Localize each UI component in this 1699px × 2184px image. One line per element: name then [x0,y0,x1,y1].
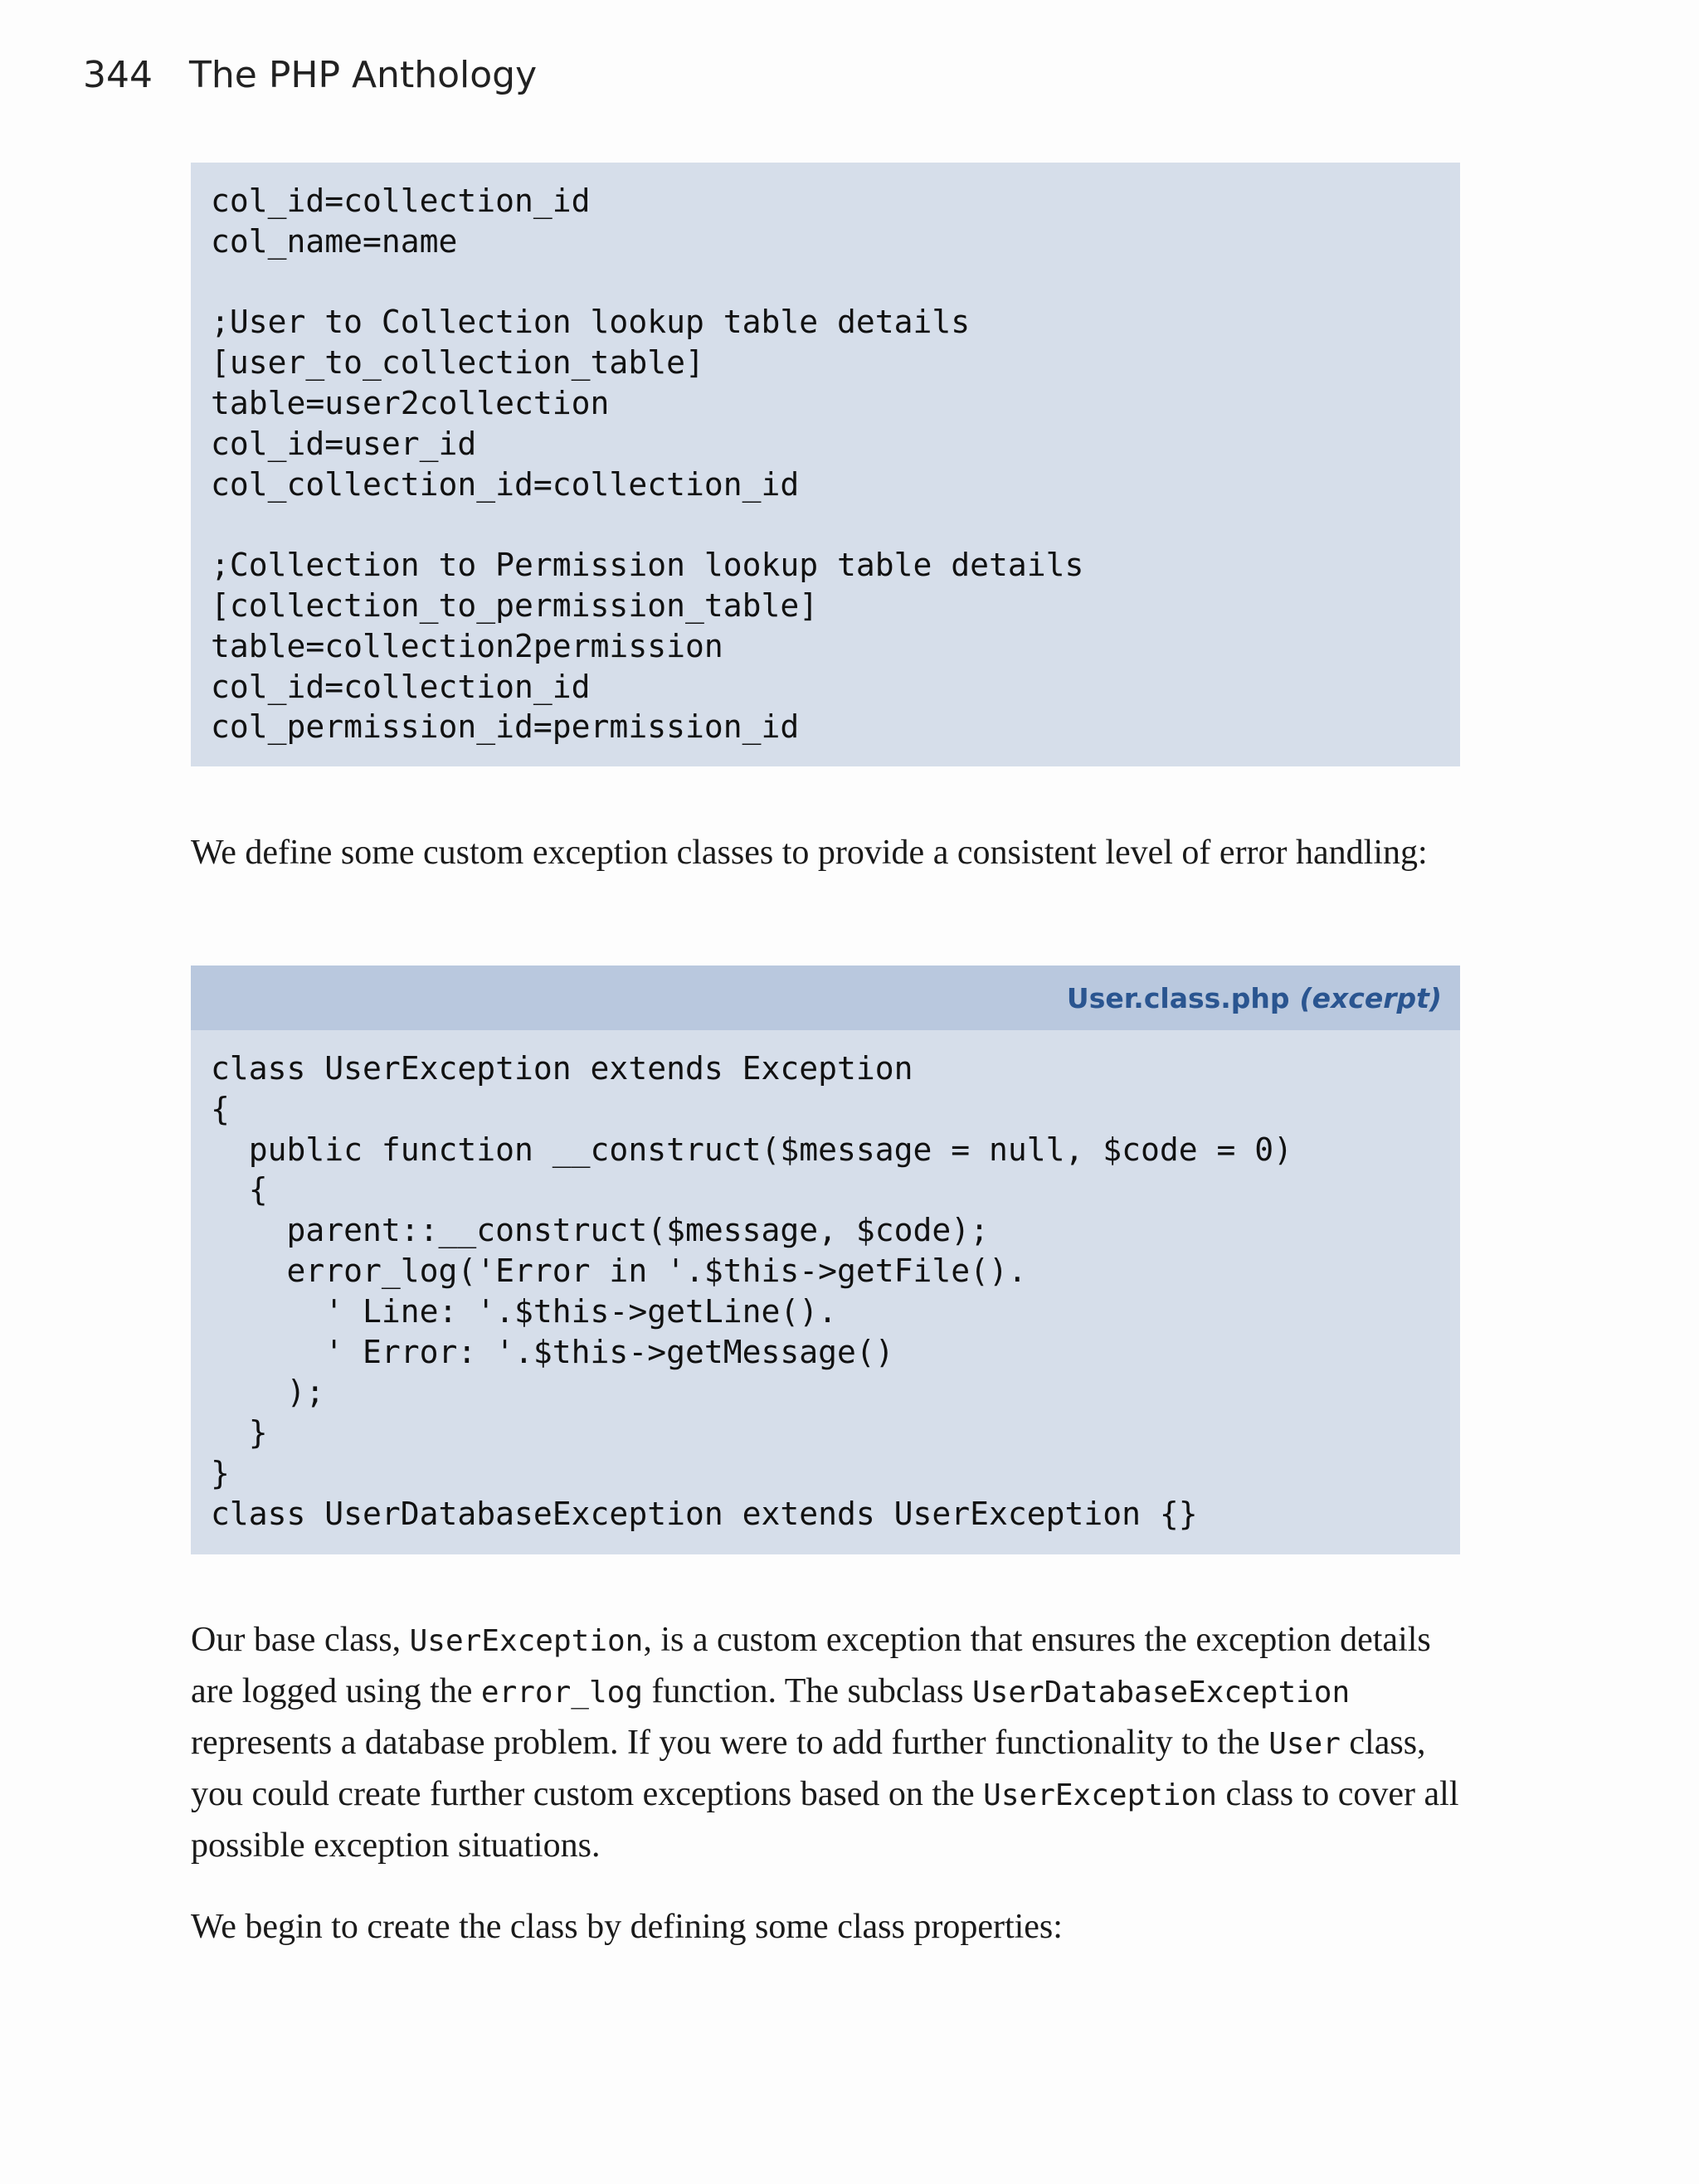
code-line: [user_to_collection_table] [211,344,704,382]
code-line: col_id=collection_id [211,668,591,705]
code-line: ' Error: '.$this->getMessage() [211,1333,894,1370]
code-line: class UserDatabaseException extends UserException {} [211,1495,1198,1532]
code-line [211,504,1460,545]
inline-code: User [1268,1727,1341,1761]
inline-code: UserException [983,1778,1217,1812]
code-line: ;Collection to Permission lookup table details [211,547,1084,584]
code-line: } [211,1454,230,1491]
code-line: class UserException extends Exception [211,1050,913,1087]
code-line: col_name=name [211,222,458,260]
paragraph-exception-explanation [191,1615,1468,1871]
text-run: Our base class, [191,1621,410,1659]
code-caption [191,966,1460,1030]
text-run: function. The subclass [642,1672,972,1710]
inline-code: UserException [409,1624,644,1658]
text-run: class, you could create further custom exceptions based on the [191,1724,1426,1813]
code-listing-exceptions [191,1030,1460,1535]
inline-code: UserDatabaseException [971,1676,1351,1710]
code-line: col_collection_id=collection_id [211,465,800,503]
code-line: table=collection2permission [211,627,723,664]
paragraph-exception-intro: We define some custom exception classes to provide a consistent level of error handling: [191,834,1428,872]
code-line: col_permission_id=permission_id [211,708,800,746]
running-head [83,48,537,101]
code-line: ;User to Collection lookup table details [211,304,971,341]
caption-note: (excerpt) [1299,981,1442,1014]
code-line: ' Line: '.$this->getLine(). [211,1292,837,1330]
code-line: public function __construct($message = null, $code = 0) [211,1131,1293,1168]
book-title: The PHP Anthology [189,53,538,96]
code-line: { [211,1090,230,1127]
code-line: error_log('Error in '.$this->getFile(). [211,1252,1027,1289]
code-line: col_id=user_id [211,425,477,462]
code-listing-config [191,163,1460,747]
code-line: ); [211,1374,325,1411]
text-run: class to cover all possible exception situations. [191,1775,1459,1865]
code-line: } [211,1414,268,1452]
paragraph-class-properties: We begin to create the class by defining some class properties: [191,1908,1063,1946]
code-line: { [211,1171,268,1209]
code-block-exceptions [191,966,1460,1554]
inline-code: error_log [480,1676,643,1710]
code-line: col_id=collection_id [211,182,591,219]
caption-filename: User.class.php [1066,981,1290,1014]
code-line [211,262,1460,303]
text-run: represents a database problem. If you were to add further functionality to the [191,1724,1269,1762]
text-run: , is a custom exception that ensures the exception details are logged using the [191,1621,1431,1710]
code-block-config [191,163,1460,766]
code-line: [collection_to_permission_table] [211,586,819,624]
code-line: table=user2collection [211,384,610,421]
page-number: 344 [83,53,153,96]
code-line: parent::__construct($message, $code); [211,1212,989,1249]
